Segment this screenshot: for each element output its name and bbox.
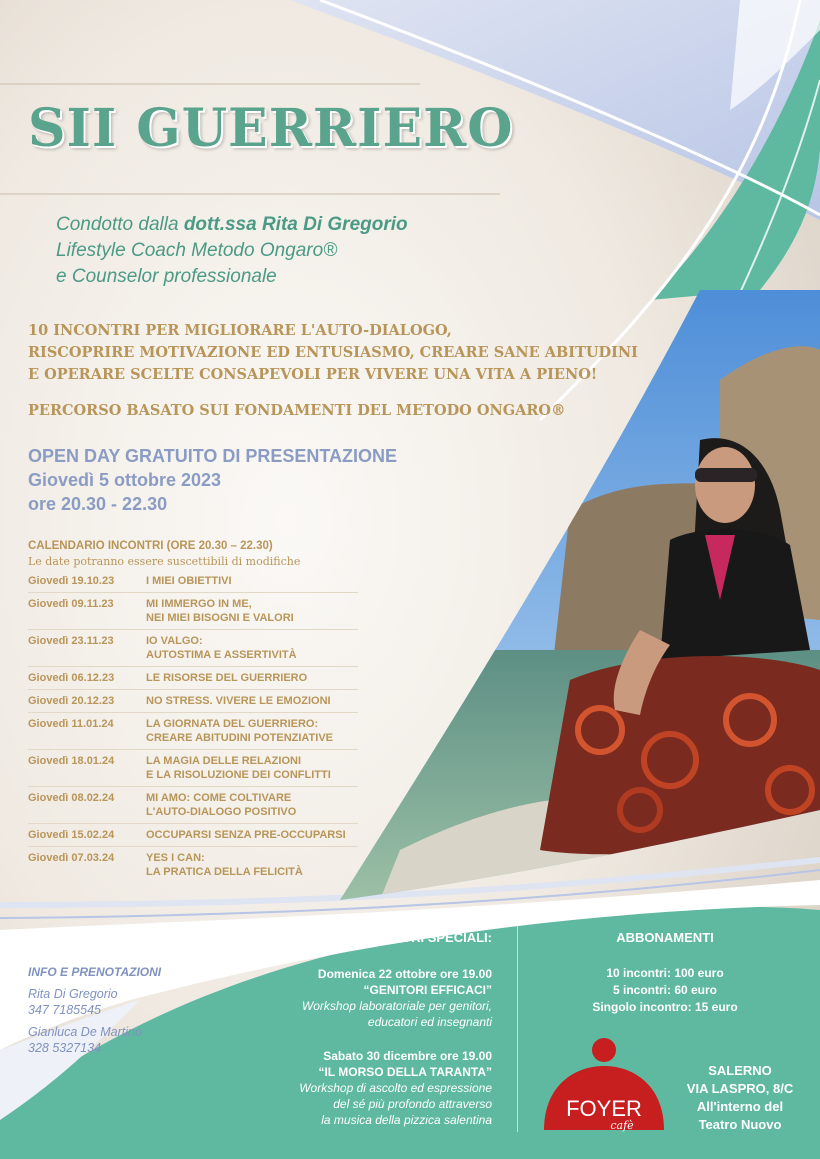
- price-line: Singolo incontro: 15 euro: [592, 1000, 738, 1014]
- calendar-topic: [146, 694, 358, 708]
- calendar-topic-line: LA GIORNATA DEL GUERRIERO:: [146, 718, 319, 730]
- calendar-divider: [28, 823, 358, 824]
- event-desc: educatori ed insegnanti: [367, 1015, 492, 1029]
- calendar-divider: [28, 629, 358, 630]
- price-line: 10 incontri: 100 euro: [606, 966, 724, 980]
- calendar-row: [28, 828, 358, 842]
- event-desc: Workshop di ascolto ed espressione: [299, 1081, 492, 1095]
- calendar-topic-line: AUTOSTIMA E ASSERTIVITÀ: [146, 649, 297, 661]
- calendar-topic-line: LE RISORSE DEL GUERRIERO: [146, 672, 308, 684]
- calendar-divider: [28, 846, 358, 847]
- calendar-date: Giovedì 08.02.24: [28, 792, 115, 804]
- calendar-topic-line: MI IMMERGO IN ME,: [146, 598, 252, 610]
- contact-phone: 328 5327134: [28, 1041, 101, 1055]
- calendar-topic: [146, 634, 358, 662]
- event-desc: del sé più profondo attraverso: [333, 1097, 492, 1111]
- calendar-topic-line: IO VALGO:: [146, 635, 203, 647]
- calendar-header: [28, 539, 300, 569]
- calendar-topic: [146, 828, 358, 842]
- calendar-topic-line: OCCUPARSI SENZA PRE-OCCUPARSI: [146, 829, 346, 841]
- page-title: SII GUERRIERO: [28, 98, 514, 159]
- calendar-topic-line: LA PRATICA DELLA FELICITÀ: [146, 866, 303, 878]
- coach-name: dott.ssa Rita Di Gregorio: [183, 214, 408, 235]
- open-day-date: Giovedì 5 ottobre 2023: [28, 470, 222, 490]
- venue-street: VIA LASPRO, 8/C: [686, 1081, 794, 1096]
- calendar-topic: [146, 597, 358, 625]
- calendar-row: [28, 694, 358, 708]
- calendar-date: Giovedì 19.10.23: [28, 575, 115, 587]
- special-event-1: [272, 966, 492, 1030]
- tagline: [28, 320, 638, 386]
- logo-script: cafè: [610, 1119, 634, 1132]
- calendar-topic-line: CREARE ABITUDINI POTENZIATIVE: [146, 732, 334, 744]
- method-line: PERCORSO BASATO SUI FONDAMENTI DEL METODO ONGARO®: [28, 402, 566, 419]
- special-title: INCONTRI SPECIALI:: [361, 930, 492, 945]
- abbonamenti-title: ABBONAMENTI: [616, 930, 714, 945]
- calendar-topic-line: LA MAGIA DELLE RELAZIONI: [146, 755, 302, 767]
- special-event-2: [272, 1048, 492, 1128]
- calendar-row: [28, 574, 358, 588]
- calendar-date: Giovedì 06.12.23: [28, 672, 115, 684]
- venue-city: SALERNO: [708, 1063, 772, 1078]
- calendar-topic-line: YES I CAN:: [146, 852, 205, 864]
- info-block: [28, 964, 161, 1056]
- calendar-title: CALENDARIO INCONTRI (ORE 20.30 – 22.30): [28, 540, 273, 552]
- calendar-topic-line: I MIEI OBIETTIVI: [146, 575, 232, 587]
- abbonamenti-list: [560, 965, 770, 1016]
- subtitle-prefix: Condotto dalla: [56, 214, 184, 235]
- event-name: “IL MORSO DELLA TARANTA”: [318, 1065, 492, 1079]
- calendar-row: [28, 851, 358, 879]
- event-date: Sabato 30 dicembre ore 19.00: [323, 1049, 492, 1063]
- event-desc: Workshop laboratoriale per genitori,: [301, 999, 492, 1013]
- subtitle-line-2: Lifestyle Coach Metodo Ongaro®: [56, 240, 338, 261]
- calendar-date: Giovedì 07.03.24: [28, 852, 115, 864]
- calendar-topic: [146, 791, 358, 819]
- venue-address: [670, 1062, 810, 1134]
- calendar-topic: [146, 671, 358, 685]
- calendar-topic-line: E LA RISOLUZIONE DEI CONFLITTI: [146, 769, 331, 781]
- calendar-divider: [28, 592, 358, 593]
- contact-name: Gianluca De Martino: [28, 1025, 142, 1039]
- calendar-divider: [28, 786, 358, 787]
- venue-line: Teatro Nuovo: [698, 1117, 782, 1132]
- calendar-topic: [146, 754, 358, 782]
- calendar-date: Giovedì 18.01.24: [28, 755, 115, 767]
- calendar-topic-line: NO STRESS. VIVERE LE EMOZIONI: [146, 695, 331, 707]
- calendar-topic-line: L'AUTO-DIALOGO POSITIVO: [146, 806, 297, 818]
- logo-text: FOYER: [566, 1096, 642, 1121]
- calendar-row: [28, 717, 358, 745]
- open-day-title: OPEN DAY GRATUITO DI PRESENTAZIONE: [28, 446, 398, 466]
- tagline-line: RISCOPRIRE MOTIVAZIONE ED ENTUSIASMO, CREARE SANE ABITUDINI: [28, 344, 638, 361]
- open-day-time: ore 20.30 - 22.30: [28, 494, 168, 514]
- tagline-line: 10 INCONTRI PER MIGLIORARE L'AUTO-DIALOGO,: [28, 322, 452, 339]
- calendar-row: [28, 754, 358, 782]
- calendar-note: Le date potranno essere suscettibili di modifiche: [28, 555, 301, 568]
- calendar-divider: [28, 689, 358, 690]
- calendar-topic-line: MI AMO: COME COLTIVARE: [146, 792, 292, 804]
- contact-phone: 347 7185545: [28, 1003, 101, 1017]
- info-title: INFO E PRENOTAZIONI: [28, 965, 162, 979]
- contact-name: Rita Di Gregorio: [28, 987, 118, 1001]
- divider: [517, 922, 518, 1132]
- calendar-row: [28, 597, 358, 625]
- calendar-row: [28, 634, 358, 662]
- calendar-date: Giovedì 09.11.23: [28, 598, 114, 610]
- open-day: [28, 444, 397, 516]
- calendar-divider: [28, 666, 358, 667]
- subtitle-line-3: e Counselor professionale: [56, 266, 277, 287]
- calendar-topic: [146, 574, 358, 588]
- event-desc: la musica della pizzica salentina: [321, 1113, 492, 1127]
- calendar-row: [28, 671, 358, 685]
- calendar-date: Giovedì 11.01.24: [28, 718, 114, 730]
- calendar-divider: [28, 712, 358, 713]
- price-line: 5 incontri: 60 euro: [612, 983, 718, 997]
- calendar-list: [28, 574, 358, 879]
- event-name: “GENITORI EFFICACI”: [363, 983, 492, 997]
- calendar-row: [28, 791, 358, 819]
- tagline-line: E OPERARE SCELTE CONSAPEVOLI PER VIVERE UNA VITA A PIENO!: [28, 366, 598, 383]
- calendar-topic: [146, 851, 358, 879]
- calendar-date: Giovedì 15.02.24: [28, 829, 115, 841]
- foyer-cafe-logo: [540, 1036, 668, 1134]
- calendar-topic: [146, 717, 358, 745]
- calendar-date: Giovedì 23.11.23: [28, 635, 114, 647]
- event-date: Domenica 22 ottobre ore 19.00: [317, 967, 492, 981]
- calendar-topic-line: NEI MIEI BISOGNI E VALORI: [146, 612, 294, 624]
- venue-line: All'interno del: [696, 1099, 784, 1114]
- calendar-divider: [28, 749, 358, 750]
- subtitle: [56, 212, 408, 290]
- calendar-date: Giovedì 20.12.23: [28, 695, 115, 707]
